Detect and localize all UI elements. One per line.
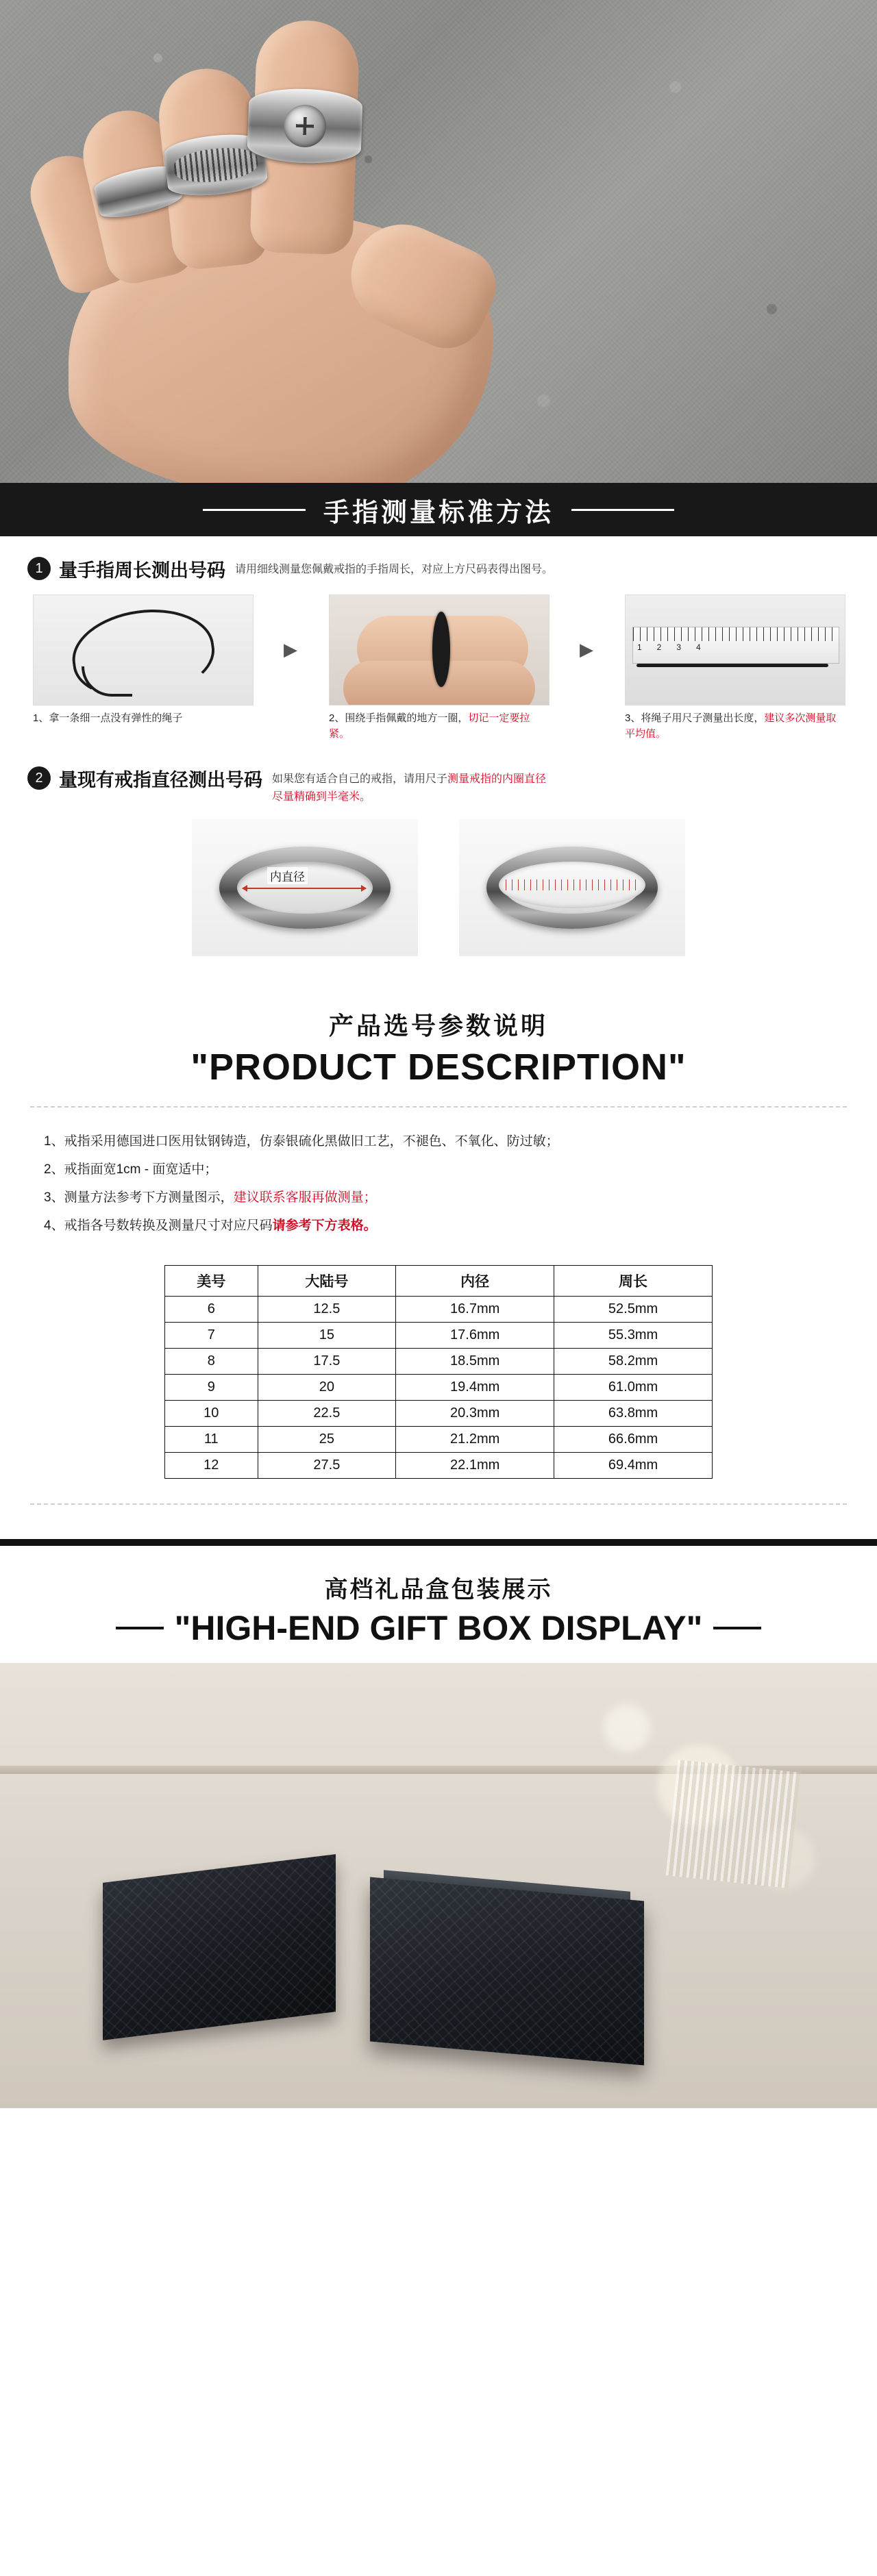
gift-box-section: [0, 1539, 877, 2108]
bullet-1-index: 1、: [44, 1134, 64, 1149]
table-row: [165, 1452, 713, 1478]
step-1-caption-3-main: 3、将绳子用尺子测量出长度，: [625, 712, 765, 724]
arrow-icon-2: ▶: [580, 638, 593, 660]
cell-us: 10: [165, 1400, 258, 1426]
cell-diameter: 17.6mm: [396, 1322, 554, 1348]
size-table-col-diameter: 内径: [396, 1265, 554, 1296]
size-table-col-cn: 大陆号: [258, 1265, 396, 1296]
cell-circumference: 69.4mm: [554, 1452, 713, 1478]
measured-string-shape: [637, 664, 828, 667]
hero-product-photo: [0, 0, 877, 483]
cell-diameter: 16.7mm: [396, 1296, 554, 1322]
measurement-guide-section: [0, 483, 877, 979]
step-1-caption-2-red: 切记一定要拉紧。: [329, 712, 530, 740]
step-1-photo-col-3: [625, 595, 844, 742]
step-1-caption-1: 1、拿一条细一点没有弹性的绳子: [33, 712, 183, 724]
step-2-desc-red: 测量戒指的内圈直径: [447, 773, 547, 785]
step-2-desc-main: 如果您有适合自己的戒指，请用尺子: [272, 773, 448, 785]
photo-finger: [329, 595, 549, 705]
step-1-caption-3: [625, 705, 844, 742]
table-row: [165, 1426, 713, 1452]
step-2-title: 量现有戒指直径测出号码: [59, 770, 262, 790]
cell-us: 8: [165, 1348, 258, 1374]
photo-ring-diameter: [192, 819, 418, 956]
size-table-body: [165, 1296, 713, 1478]
cell-diameter: 21.2mm: [396, 1426, 554, 1452]
cell-circumference: 61.0mm: [554, 1374, 713, 1400]
bullet-2-index: 2、: [44, 1162, 64, 1177]
size-table-header-row: [165, 1265, 713, 1296]
table-row: [165, 1348, 713, 1374]
divider-dashed-bottom: [30, 1503, 847, 1505]
table-row: [165, 1400, 713, 1426]
step-1-photo-col-2: [329, 595, 548, 742]
cell-diameter: 19.4mm: [396, 1374, 554, 1400]
cell-us: 11: [165, 1426, 258, 1452]
divider-dashed-top: [30, 1106, 847, 1108]
ribbon-decor: [666, 1760, 801, 1888]
gift-box-base: [370, 1877, 644, 2065]
step-1-desc: 请用细线测量您佩戴戒指的手指周长，对应上方尺码表得出图号。: [235, 564, 554, 575]
step-1-caption-2: [329, 705, 548, 742]
cell-us: 7: [165, 1322, 258, 1348]
cell-circumference: 63.8mm: [554, 1400, 713, 1426]
bullet-3-index: 3、: [44, 1190, 64, 1205]
cell-cn: 17.5: [258, 1348, 396, 1374]
table-row: [165, 1296, 713, 1322]
cell-cn: 27.5: [258, 1452, 396, 1478]
bullet-4: [44, 1212, 833, 1240]
step-1-row: [0, 536, 877, 582]
bullet-4-index: 4、: [44, 1218, 64, 1233]
description-title-en: "PRODUCT DESCRIPTION": [190, 1047, 687, 1088]
cell-circumference: 55.3mm: [554, 1322, 713, 1348]
step-1-photo-col-1: [33, 595, 252, 727]
table-row: [165, 1374, 713, 1400]
header-rule-left: [203, 509, 306, 511]
measurement-header: [0, 483, 877, 536]
gift-rule-right: [713, 1627, 761, 1629]
product-description-section: [0, 979, 877, 1518]
step-2-number: 2: [27, 766, 51, 790]
cell-diameter: 18.5mm: [396, 1348, 554, 1374]
header-rule-right: [571, 509, 674, 511]
ruler-overlay-shape: [499, 862, 645, 908]
cell-cn: 22.5: [258, 1400, 396, 1426]
bullet-1: [44, 1128, 833, 1156]
cell-us: 12: [165, 1452, 258, 1478]
cell-circumference: 66.6mm: [554, 1426, 713, 1452]
gift-title-en: "HIGH-END GIFT BOX DISPLAY": [174, 1608, 703, 1647]
string-loop-shape: [66, 601, 220, 705]
description-bullets: [0, 1125, 877, 1240]
inner-diameter-arrow: [243, 888, 366, 889]
measurement-header-title: 手指测量标准方法: [323, 498, 554, 527]
description-title-cn: 产品选号参数说明: [328, 1012, 548, 1040]
bokeh-light-3: [603, 1704, 651, 1752]
cell-circumference: 52.5mm: [554, 1296, 713, 1322]
cell-circumference: 58.2mm: [554, 1348, 713, 1374]
cell-cn: 20: [258, 1374, 396, 1400]
cell-cn: 15: [258, 1322, 396, 1348]
inner-diameter-label: 内直径: [267, 867, 308, 884]
cell-us: 6: [165, 1296, 258, 1322]
size-table-col-us: 美号: [165, 1265, 258, 1296]
gift-box-photo: [0, 1663, 877, 2108]
table-row: [165, 1322, 713, 1348]
step-2-row: [0, 742, 877, 805]
cell-cn: 12.5: [258, 1296, 396, 1322]
cell-diameter: 22.1mm: [396, 1452, 554, 1478]
ruler-numbers: 1234: [637, 642, 716, 652]
string-wrap-shape: [432, 612, 450, 687]
size-table-head: [165, 1265, 713, 1296]
ruler-shape: [632, 627, 839, 664]
step-2-desc: [272, 765, 546, 805]
gift-rule-left: [116, 1627, 164, 1629]
photo-string: [33, 595, 254, 705]
photo-ring-with-ruler: [459, 819, 685, 956]
cell-us: 9: [165, 1374, 258, 1400]
ring-cross-main: [247, 87, 363, 165]
bullet-1-text: 戒指采用德国进口医用钛钢铸造，仿泰银硫化黑做旧工艺，不褪色、不氧化、防过敏；: [64, 1134, 559, 1149]
bullet-3: [44, 1184, 833, 1212]
gift-box-lid: [103, 1854, 336, 2040]
gift-title-row: [0, 1608, 877, 1648]
step-1-caption-2-main: 2、围绕手指佩戴的地方一圈，: [329, 712, 469, 724]
cell-cn: 25: [258, 1426, 396, 1452]
size-table-col-circumference: 周长: [554, 1265, 713, 1296]
step-2-photos: [0, 805, 877, 963]
step-1-caption-3-red: 建议多次测量取平均值。: [625, 712, 837, 740]
arrow-icon-1: ▶: [284, 638, 297, 660]
bullet-3-text: 测量方法参考下方测量图示，: [64, 1190, 234, 1205]
bullet-4-text-red: 请参考下方表格。: [272, 1218, 377, 1233]
step-2-desc-red2: 尽量精确到半毫米。: [272, 790, 371, 803]
step-1-photos: [0, 582, 877, 742]
string-tail-shape: [82, 666, 132, 697]
bullet-4-text: 戒指各号数转换及测量尺寸对应尺码: [64, 1218, 273, 1233]
bullet-2: [44, 1156, 833, 1184]
bullet-2-text: 戒指面宽1cm - 面宽适中；: [64, 1162, 218, 1177]
cell-diameter: 20.3mm: [396, 1400, 554, 1426]
step-1-number: 1: [27, 557, 51, 580]
ring-size-table: [164, 1265, 713, 1479]
hand-illustration: [27, 7, 617, 483]
bullet-3-text-red: 建议联系客服再做测量；: [233, 1190, 377, 1205]
step-1-title: 量手指周长测出号码: [59, 560, 225, 581]
gift-title-cn: 高档礼品盒包装展示: [324, 1576, 553, 1603]
photo-ruler: [625, 595, 845, 705]
